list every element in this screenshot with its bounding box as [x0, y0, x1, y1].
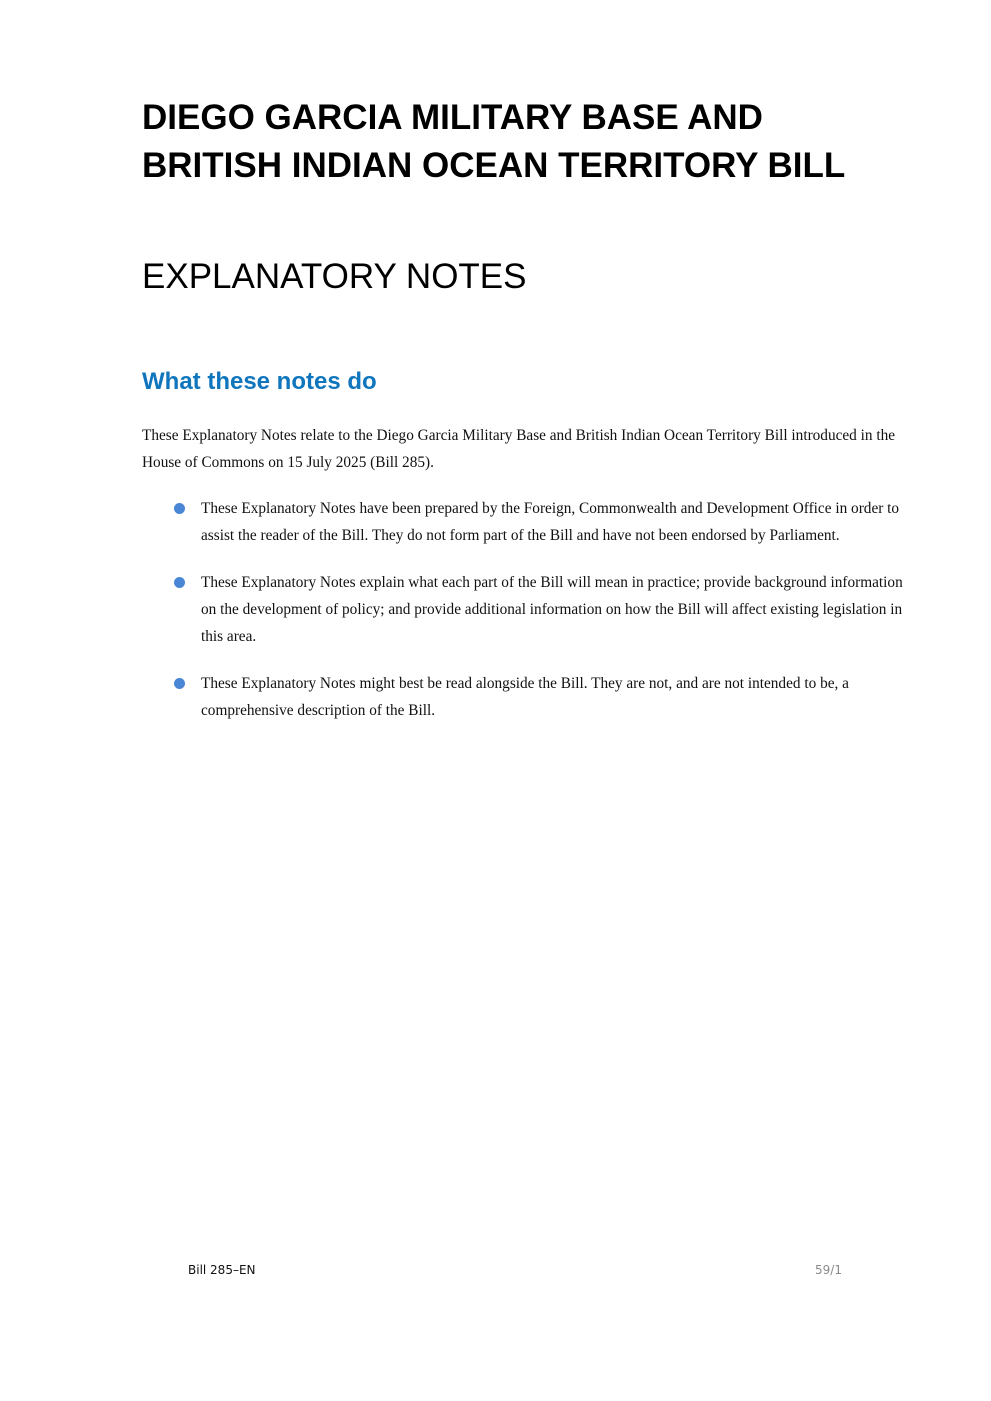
document-title [142, 94, 942, 190]
document-subtitle: EXPLANATORY NOTES [142, 257, 527, 296]
bullet-item [142, 495, 912, 549]
bullet-item [142, 670, 912, 724]
intro-paragraph: These Explanatory Notes relate to the Diego Garcia Military Base and British Indian Ocean Territory Bill introduced in the House of Commons on 15 July 2025 (Bill 285). [142, 427, 896, 471]
title-line-2: BRITISH INDIAN OCEAN TERRITORY BILL [142, 146, 846, 185]
bullet-text: These Explanatory Notes have been prepared by the Foreign, Commonwealth and Development Office in order to assist the reader of the Bill. They do not form part of the Bill and have not been endorsed by Parliament. [201, 500, 900, 544]
section-heading: What these notes do [142, 368, 377, 395]
title-line-1: DIEGO GARCIA MILITARY BASE AND [142, 98, 763, 137]
bullet-text: These Explanatory Notes explain what each part of the Bill will mean in practice; provide background information on the development of policy; and provide additional information on how the Bill will affect existing legislation in this area. [201, 574, 903, 645]
bullet-text: These Explanatory Notes might best be read alongside the Bill. They are not, and are not intended to be, a comprehensive description of the Bill. [201, 675, 849, 719]
bullet-list [142, 495, 912, 744]
bullet-dot-icon [174, 503, 185, 514]
footer-bill-reference: Bill 285–EN [188, 1263, 256, 1277]
bullet-dot-icon [174, 577, 185, 588]
bullet-item [142, 569, 912, 650]
footer-page-reference: 59/1 [815, 1263, 842, 1277]
bullet-dot-icon [174, 678, 185, 689]
